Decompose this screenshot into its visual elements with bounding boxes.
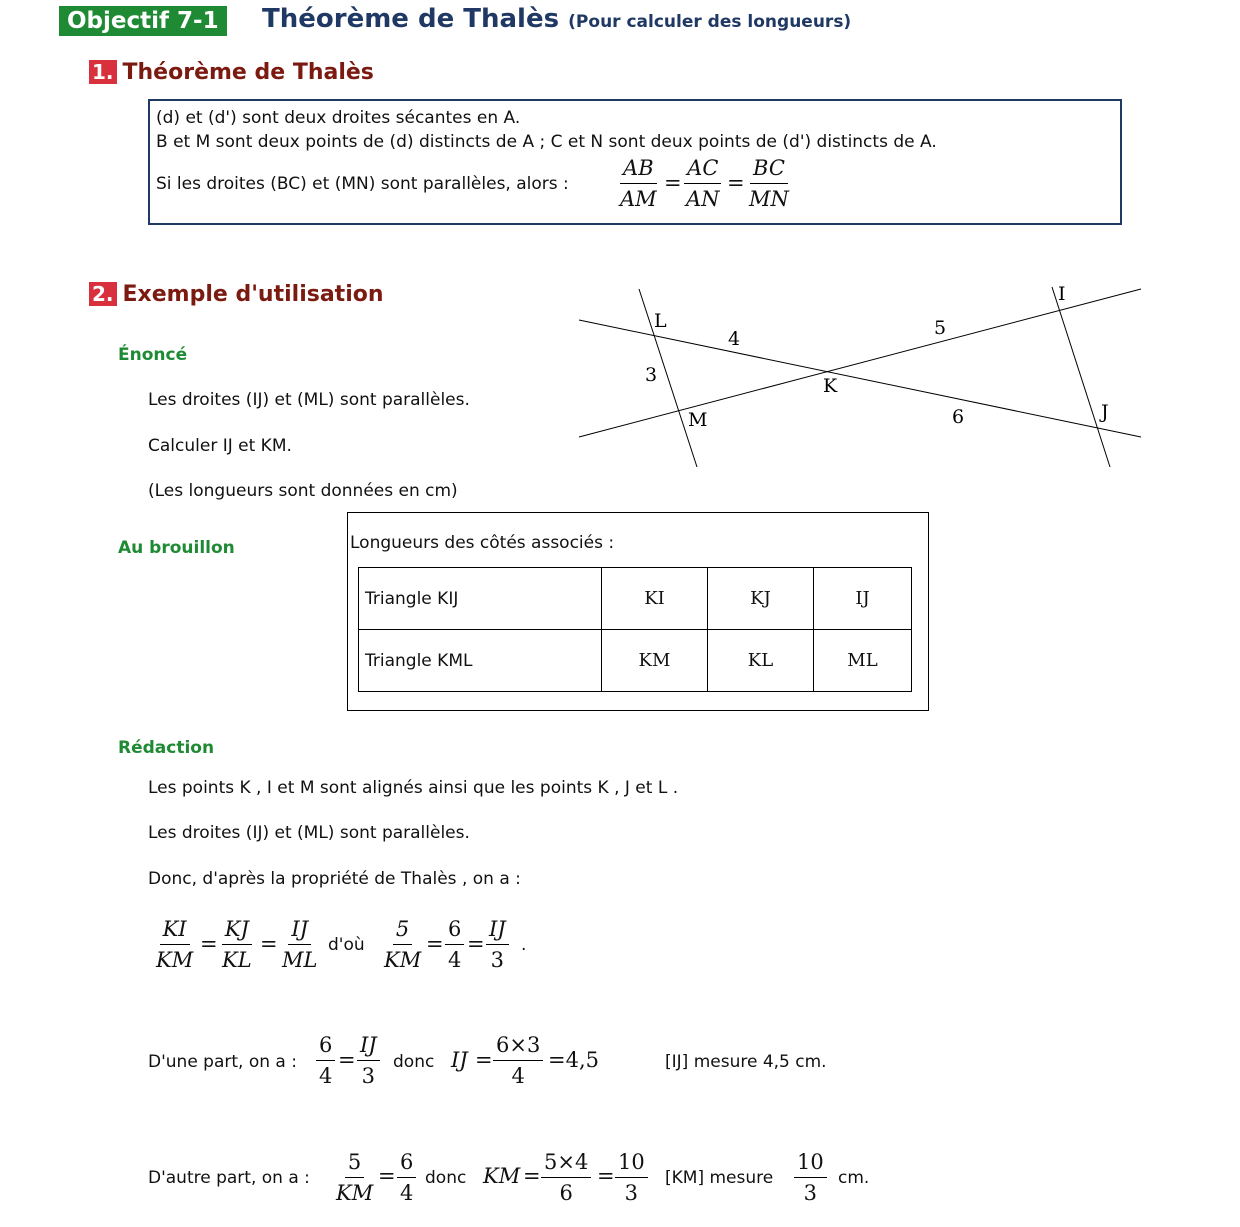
equals-sign: = [467, 932, 485, 956]
line-LJ [579, 320, 1141, 437]
table-row [359, 568, 912, 630]
equals-sign: = [664, 171, 682, 195]
section1-heading [89, 60, 374, 85]
section2-number: 2. [89, 282, 117, 306]
fraction-numerator: 10 [794, 1150, 827, 1178]
point-label-J: J [1101, 401, 1109, 423]
equals-sign: = [200, 932, 218, 956]
fraction-numerator: 5×4 [541, 1150, 591, 1178]
length-label-LM: 3 [645, 364, 658, 386]
page-title [262, 4, 851, 34]
fraction-denominator: 4 [400, 1181, 414, 1205]
fraction-denominator: 3 [361, 1064, 376, 1088]
objective-badge: Objectif 7-1 [59, 6, 227, 36]
fraction-denominator: KM [156, 948, 194, 972]
eq3-fraction-result [794, 1150, 827, 1206]
equals-sign: = [475, 1048, 493, 1072]
table-row-label: Triangle KML [359, 630, 602, 692]
eq2-fraction-6-4 [316, 1033, 335, 1089]
eq1-fraction-6-4 [445, 917, 464, 973]
theorem-line2: B et M sont deux points de (d) distincts de A ; C et N sont deux points de (d') distincts de A. [156, 132, 937, 152]
fraction-numerator: 6 [316, 1033, 335, 1061]
eq1-fraction-5-KM [381, 917, 424, 973]
eq3-fraction-10-3 [615, 1150, 648, 1206]
eq1-fraction-KI-KM [153, 917, 196, 973]
fraction-numerator: KJ [222, 917, 252, 945]
title-subtitle: (Pour calculer des longueurs) [568, 12, 852, 32]
table-row [359, 630, 912, 692]
redaction-line1: Les points K , I et M sont alignés ainsi que les points K , J et L . [148, 778, 679, 798]
table-row-label: Triangle KIJ [359, 568, 602, 630]
fraction-numerator: 5 [345, 1150, 364, 1178]
section1-title: Théorème de Thalès [122, 60, 374, 85]
eq3-fraction-5x4-6 [541, 1150, 591, 1206]
equals-sign: = [378, 1164, 396, 1188]
eq2-variable: IJ [451, 1048, 468, 1072]
fraction-numerator: IJ [288, 917, 311, 945]
fraction-denominator: KL [222, 948, 252, 972]
theorem-line1: (d) et (d') sont deux droites sécantes en A. [156, 108, 521, 128]
point-label-M: M [688, 409, 708, 431]
point-label-L: L [654, 310, 667, 332]
fraction-numerator: IJ [486, 917, 509, 945]
section2-title: Exemple d'utilisation [122, 282, 384, 307]
equals-sign: = [338, 1048, 356, 1072]
section2-heading [89, 282, 384, 307]
table-cell: IJ [814, 568, 912, 630]
enonce-line1: Les droites (IJ) et (ML) sont parallèles. [148, 390, 470, 410]
equals-sign: = [260, 932, 278, 956]
brouillon-heading: Au brouillon [118, 538, 235, 558]
fraction-denominator: 4 [448, 948, 462, 972]
length-label-LK: 4 [728, 328, 741, 350]
equals-sign: = [523, 1164, 541, 1188]
enonce-line2: Calculer IJ et KM. [148, 436, 292, 456]
length-label-KJ: 6 [952, 406, 965, 428]
fraction-numerator: KI [160, 917, 190, 945]
eq2-prefix: D'une part, on a : [148, 1052, 297, 1072]
eq3-prefix: D'autre part, on a : [148, 1168, 310, 1188]
eq1-fraction-KJ-KL [219, 917, 255, 973]
fraction-denominator: KM [384, 948, 422, 972]
eq1-fraction-IJ-3 [486, 917, 509, 973]
table-cell: KL [708, 630, 814, 692]
line-IJ [1052, 287, 1110, 467]
theorem-fraction-1 [617, 156, 660, 212]
fraction-numerator: AB [620, 156, 657, 184]
eq3-donc: donc [425, 1168, 467, 1188]
table-cell: KM [602, 630, 708, 692]
fraction-denominator: AN [686, 187, 720, 211]
theorem-fraction-3 [746, 156, 792, 212]
eq1-end: . [521, 935, 527, 955]
associated-sides-table [358, 567, 912, 692]
equals-sign: = [597, 1164, 615, 1188]
eq2-fraction-6x3-4 [493, 1033, 543, 1089]
theorem-fraction-2 [683, 156, 723, 212]
fraction-numerator: AC [684, 156, 721, 184]
eq3-conclusion-b: cm. [838, 1168, 870, 1188]
eq3-conclusion-a: [KM] mesure [665, 1168, 774, 1188]
fraction-numerator: 5 [393, 917, 412, 945]
fraction-denominator: 3 [803, 1181, 818, 1205]
theorem-line3: Si les droites (BC) et (MN) sont parallèles, alors : [156, 174, 569, 194]
fraction-numerator: 6 [397, 1150, 416, 1178]
fraction-denominator: KM [336, 1181, 374, 1205]
eq1-fraction-IJ-ML [279, 917, 320, 973]
fraction-denominator: MN [749, 187, 789, 211]
fraction-denominator: 6 [559, 1181, 573, 1205]
table-cell: ML [814, 630, 912, 692]
eq3-fraction-5-KM [333, 1150, 376, 1206]
fraction-denominator: 3 [490, 948, 505, 972]
fraction-denominator: ML [282, 948, 318, 972]
fraction-denominator: 3 [624, 1181, 639, 1205]
enonce-line3: (Les longueurs sont données en cm) [148, 481, 458, 501]
eq3-fraction-6-4 [397, 1150, 416, 1206]
eq2-fraction-IJ-3 [357, 1033, 380, 1089]
fraction-denominator: AM [620, 187, 657, 211]
point-label-I: I [1058, 283, 1066, 305]
enonce-heading: Énoncé [118, 345, 188, 365]
redaction-heading: Rédaction [118, 738, 215, 758]
eq2-donc: donc [393, 1052, 435, 1072]
brouillon-title: Longueurs des côtés associés : [350, 533, 615, 553]
length-label-KI: 5 [934, 317, 947, 339]
redaction-line2: Les droites (IJ) et (ML) sont parallèles. [148, 823, 470, 843]
title-text: Théorème de Thalès [262, 4, 560, 34]
redaction-line3: Donc, d'après la propriété de Thalès , on a : [148, 869, 521, 889]
fraction-numerator: 10 [615, 1150, 648, 1178]
eq3-variable: KM [483, 1164, 521, 1188]
fraction-denominator: 4 [511, 1064, 525, 1088]
table-cell: KJ [708, 568, 814, 630]
eq2-conclusion: [IJ] mesure 4,5 cm. [665, 1052, 827, 1072]
eq1-dou: d'où [328, 935, 365, 955]
fraction-numerator: 6×3 [493, 1033, 543, 1061]
eq2-result: =4,5 [548, 1048, 599, 1072]
fraction-numerator: IJ [357, 1033, 380, 1061]
equals-sign: = [727, 171, 745, 195]
fraction-denominator: 4 [319, 1064, 333, 1088]
fraction-numerator: 6 [445, 917, 464, 945]
thales-figure [575, 280, 1145, 475]
equals-sign: = [426, 932, 444, 956]
fraction-numerator: BC [750, 156, 788, 184]
point-label-K: K [823, 375, 838, 397]
table-cell: KI [602, 568, 708, 630]
section1-number: 1. [89, 60, 117, 84]
